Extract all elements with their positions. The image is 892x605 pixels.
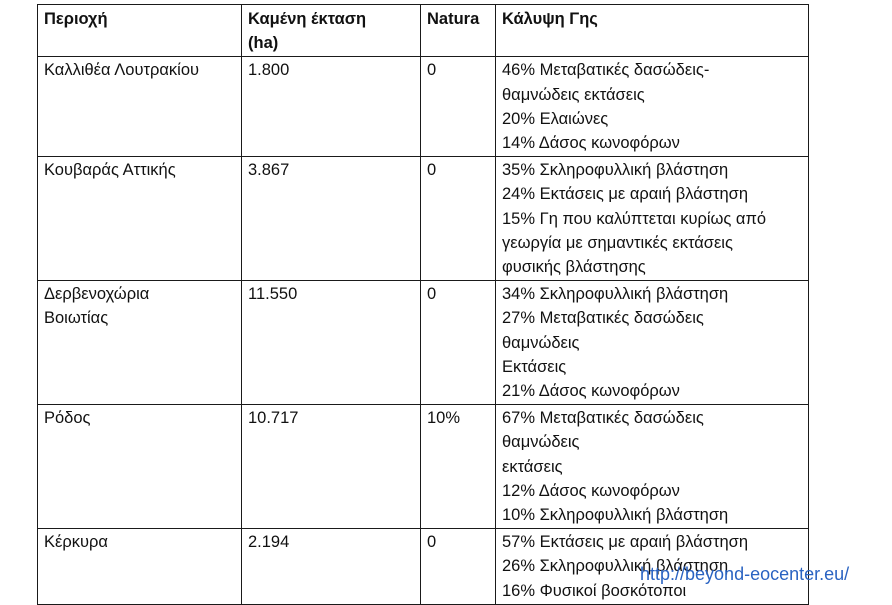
region-name-line: Δερβενοχώρια xyxy=(44,285,150,304)
cell-land-cover xyxy=(496,157,809,281)
cell-natura xyxy=(421,529,496,605)
land-cover-line: εκτάσεις xyxy=(502,457,563,476)
cell-burned-area xyxy=(242,281,421,405)
land-cover-line: 46% Μεταβατικές δασώδεις- xyxy=(502,61,710,80)
table-body xyxy=(38,57,809,604)
cell-region xyxy=(38,157,242,281)
cell-land-cover xyxy=(496,57,809,157)
cell-burned-area xyxy=(242,157,421,281)
land-cover-line: 20% Ελαιώνες xyxy=(502,109,609,128)
cell-natura xyxy=(421,157,496,281)
land-cover-line: θαμνώδεις εκτάσεις xyxy=(502,85,645,104)
land-cover-line: θαμνώδεις xyxy=(502,433,580,452)
cell-burned-area xyxy=(242,57,421,157)
cell-natura xyxy=(421,57,496,157)
table-row xyxy=(38,281,809,405)
table-row xyxy=(38,405,809,529)
beyond-eocenter-link[interactable]: http://beyond-eocenter.eu/ xyxy=(640,564,850,584)
land-cover-line: 24% Εκτάσεις με αραιή βλάστηση xyxy=(502,185,749,204)
cell-region xyxy=(38,281,242,405)
natura-value: 0 xyxy=(427,61,437,80)
header-natura: Natura xyxy=(421,5,496,57)
region-name-line: Καλλιθέα Λουτρακίου xyxy=(44,61,200,80)
cell-land-cover xyxy=(496,281,809,405)
natura-value: 0 xyxy=(427,161,437,180)
land-cover-line: Εκτάσεις xyxy=(502,357,567,376)
land-cover-line: 67% Μεταβατικές δασώδεις xyxy=(502,409,704,428)
cell-burned-area xyxy=(242,529,421,605)
region-name-line: Βοιωτίας xyxy=(44,309,109,328)
cell-natura xyxy=(421,281,496,405)
burned-area-value: 1.800 xyxy=(248,61,290,80)
natura-value: 0 xyxy=(427,533,437,552)
header-burned-area xyxy=(242,5,421,57)
land-cover-line: φυσικής βλάστησης xyxy=(502,258,646,277)
region-name-line: Κέρκυρα xyxy=(44,533,108,552)
cell-region xyxy=(38,405,242,529)
table-header-row xyxy=(38,5,809,57)
land-cover-line: 15% Γη που καλύπτεται κυρίως από xyxy=(502,209,767,228)
natura-value: 10% xyxy=(427,409,461,428)
land-cover-line: 21% Δάσος κωνοφόρων xyxy=(502,382,680,401)
cell-region xyxy=(38,529,242,605)
land-cover-line: 26% Σκληροφυλλική βλάστηση xyxy=(502,557,729,576)
header-region: Περιοχή xyxy=(38,5,242,57)
cell-natura xyxy=(421,405,496,529)
burned-area-value: 10.717 xyxy=(248,409,299,428)
land-cover-line: 16% Φυσικοί βοσκότοποι xyxy=(502,581,687,600)
burned-area-value: 11.550 xyxy=(248,285,298,304)
land-cover-line: 10% Σκληροφυλλική βλάστηση xyxy=(502,506,729,525)
land-cover-line: 14% Δάσος κωνοφόρων xyxy=(502,134,680,153)
header-burned-area-line1: Καμένη έκταση xyxy=(248,10,367,28)
land-cover-line: 34% Σκληροφυλλική βλάστηση xyxy=(502,285,729,304)
header-burned-area-line2: (ha) xyxy=(248,34,279,53)
land-cover-line: 35% Σκληροφυλλική βλάστηση xyxy=(502,161,729,180)
region-name-line: Ρόδος xyxy=(44,409,91,428)
natura-value: 0 xyxy=(427,285,437,304)
cell-burned-area xyxy=(242,405,421,529)
land-cover-line: 27% Μεταβατικές δασώδεις xyxy=(502,309,704,328)
table-row xyxy=(38,57,809,157)
burned-areas-table xyxy=(37,4,809,605)
burned-area-value: 2.194 xyxy=(248,533,290,552)
land-cover-line: 57% Εκτάσεις με αραιή βλάστηση xyxy=(502,533,749,552)
cell-land-cover xyxy=(496,405,809,529)
land-cover-line: 12% Δάσος κωνοφόρων xyxy=(502,481,680,500)
burned-area-value: 3.867 xyxy=(248,161,290,180)
land-cover-line: θαμνώδεις xyxy=(502,333,580,352)
region-name-line: Κουβαράς Αττικής xyxy=(44,161,176,180)
cell-region xyxy=(38,57,242,157)
land-cover-line: γεωργία με σημαντικές εκτάσεις xyxy=(502,233,733,252)
table-row xyxy=(38,157,809,281)
header-land-cover: Κάλυψη Γης xyxy=(496,5,809,57)
